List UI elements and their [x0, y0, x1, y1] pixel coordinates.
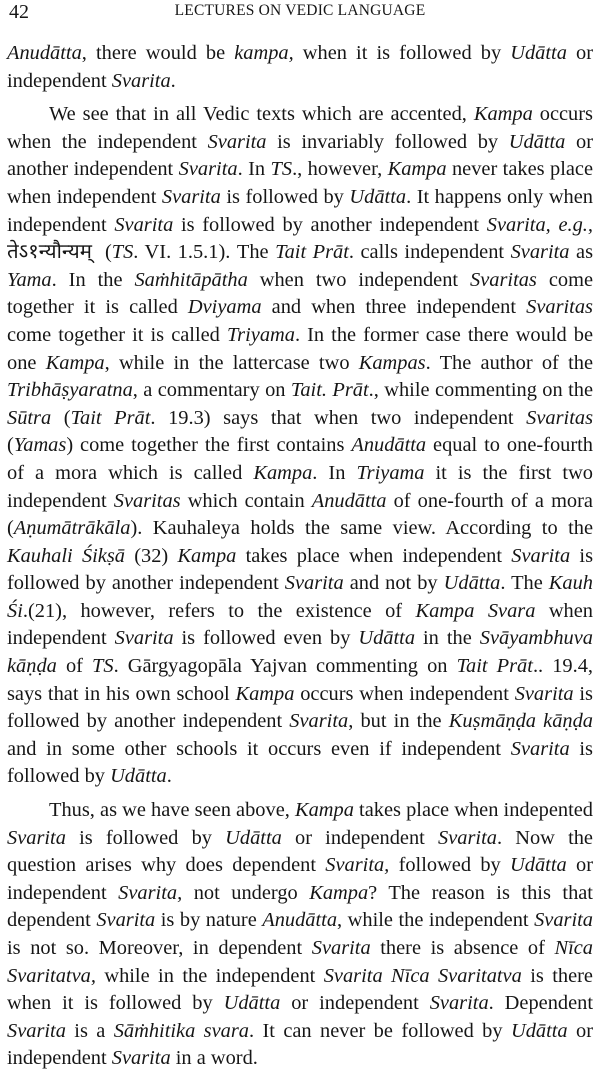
running-title: LECTURES ON VEDIC LANGUAGE: [174, 2, 426, 19]
body-text: [7, 40, 593, 1073]
page-number: 42: [9, 1, 29, 23]
paragraph-kampa-occurrence: We see that in all Vedic texts which are accented, Kampa occurs when the independent Svarita is invariably followed by Udātta or another independent Svarita. In TS., however, Kampa never takes place when independent Svarita is followed by Udātta. It happens only when independent Svarita is followed by another independent Svarita, e.g., तेऽ१न्यौन्यम् (TS. VI. 1.5.1). The Tait Prāt. calls independent Svarita as Yama. In the Saṁhitāpātha when two independent Svaritas come together it is called Dviyama and when three independent Svaritas come together it is called Triyama. In the former case there would be one Kampa, while in the lattercase two Kampas. The author of the Tribhāṣyaratna, a commentary on Tait. Prāt., while commenting on the Sūtra (Tait Prāt. 19.3) says that when two independent Svaritas (Yamas) come together the first contains Anudātta equal to one-fourth of a mora which is called Kampa. In Triyama it is the first two independent Svaritas which contain Anudātta of one-fourth of a mora (Aṇumātrākāla). Kauhaleya holds the same view. According to the Kauhali Śikṣā (32) Kampa takes place when independent Svarita is followed by another independent Svarita and not by Udātta. The Kauh Śi.(21), however, refers to the existence of Kampa Svara when independent Svarita is followed even by Udātta in the Svāyambhuva kāṇḍa of TS. Gārgyagopāla Yajvan commenting on Tait Prāt.. 19.4, says that in his own school Kampa occurs when independent Svarita is followed by another independent Svarita, but in the Kuṣmāṇḍa kāṇḍa and in some other schools it occurs even if independent Svarita is followed by Udātta.: [7, 103, 594, 788]
paragraph-continued: Anudātta, there would be kampa, when it is followed by Udātta or independent Svarita.: [7, 42, 594, 92]
running-header: [7, 0, 593, 40]
paragraph-dependent-svarita: Thus, as we have seen above, Kampa takes place when indepented Svarita is followed by Udātta or independent Svarita. Now the question arises why does dependent Svarita, followed by Udātta or independent Svarita, not undergo Kampa? The reason is this that dependent Svarita is by nature Anudātta, while the independent Svarita is not so. Moreover, in dependent Svarita there is absence of Nīca Svaritatva, while in the independent Svarita Nīca Svaritatva is there when it is followed by Udātta or independent Svarita. Dependent Svarita is a Sāṁhitika svara. It can never be followed by Udātta or independent Svarita in a word.: [7, 799, 593, 1070]
